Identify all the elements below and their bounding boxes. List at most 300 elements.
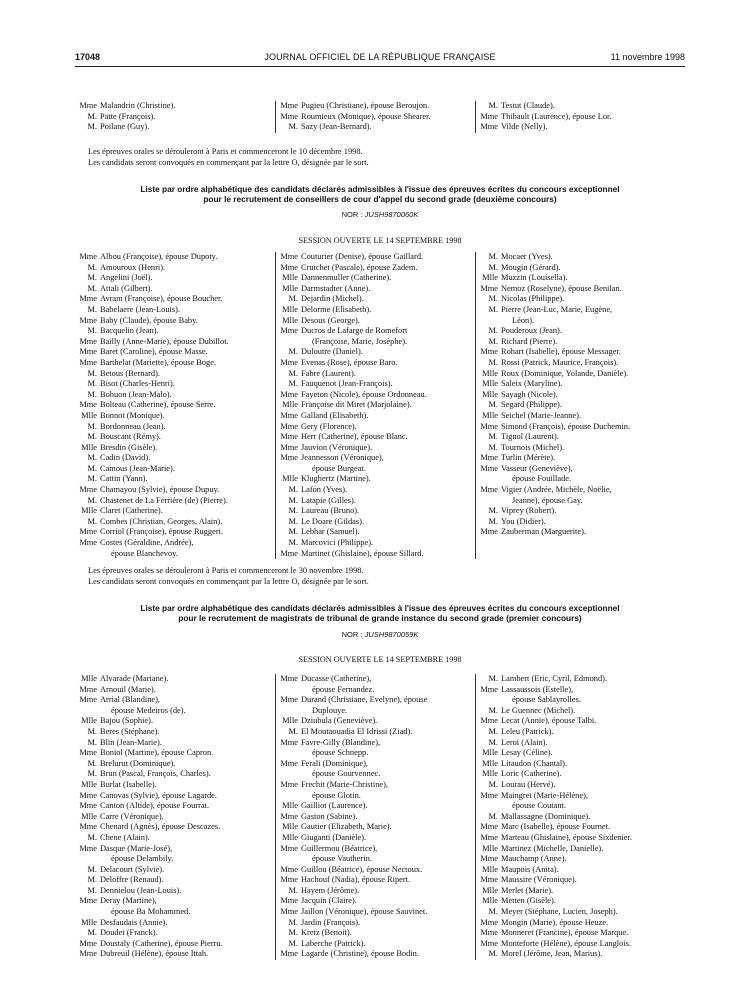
list-item: [480, 506, 681, 517]
session-label: SESSION OUVERTE LE 14 SEPTEMBRE 1998: [298, 655, 462, 664]
candidate-name: Alvarade (Mariane).: [100, 674, 169, 683]
candidate-name: Dejardin (Michel).: [301, 294, 364, 304]
title-abbrev: Mme: [280, 357, 298, 367]
title-abbrev: Mme: [79, 336, 97, 346]
list-item: [480, 443, 681, 454]
exam-note: [88, 565, 369, 587]
candidate-name: Camous (Jean-Marie).: [100, 463, 175, 473]
list-item: [280, 538, 471, 549]
candidate-name: Claret (Catherine).: [100, 506, 163, 516]
list-item: [480, 949, 681, 960]
candidate-name: Dasque (Marie-José),: [100, 843, 173, 853]
title-abbrev: Mme: [79, 527, 97, 537]
list-item: [280, 506, 471, 517]
list-item: [480, 727, 681, 738]
list-item: [79, 485, 271, 496]
title-abbrev: M.: [288, 516, 298, 526]
candidate-name: Monteforte (Hélène), épouse Langlois.: [501, 938, 632, 948]
candidate-name: épouse Fouillade.: [512, 474, 572, 484]
candidate-name: épouse Gourvennec.: [312, 769, 381, 779]
candidate-name: Hayem (Jérôme).: [301, 885, 360, 895]
list-item-continuation: [480, 695, 681, 706]
title-abbrev: M.: [87, 111, 97, 121]
candidate-name: Bailly (Anne-Marie), épouse Dubillot.: [100, 336, 229, 346]
candidate-name: Baby (Claude), épouse Baby.: [100, 315, 198, 325]
list-item: [280, 474, 471, 485]
title-abbrev: Mme: [79, 801, 97, 811]
list-item: [480, 896, 681, 907]
candidate-name: Frechit (Marie-Christine),: [301, 779, 388, 789]
title-abbrev: M.: [288, 347, 298, 357]
title-abbrev: Mme: [480, 790, 498, 800]
candidate-name: Boniol (Martine), épouse Capron.: [100, 748, 214, 758]
list-item: [79, 496, 271, 507]
candidate-name: Laberche (Patrick).: [301, 938, 366, 948]
candidate-columns: [75, 252, 685, 559]
list-item: [79, 400, 271, 411]
title-abbrev: Mme: [79, 843, 97, 853]
candidate-name: Loric (Catherine).: [501, 769, 562, 779]
title-abbrev: Mme: [480, 463, 498, 473]
list-item: [79, 791, 271, 802]
title-abbrev: Mme: [480, 832, 498, 842]
candidate-name: Lebhar (Samuel).: [301, 527, 360, 537]
title-abbrev: M.: [488, 294, 498, 304]
list-item: [79, 822, 271, 833]
list-item: [480, 759, 681, 770]
title-abbrev: Mlle: [81, 506, 97, 516]
candidate-name: Herr (Catherine), épouse Blanc.: [301, 432, 408, 442]
title-abbrev: Mme: [79, 485, 97, 495]
title-abbrev: M.: [87, 432, 97, 442]
title-abbrev: M.: [488, 705, 498, 715]
list-item: [79, 422, 271, 433]
candidate-name: Baret (Caroline), épouse Masse.: [100, 347, 208, 357]
title-abbrev: Mme: [280, 101, 298, 110]
title-abbrev: Mme: [280, 111, 298, 121]
title-abbrev: Mme: [79, 538, 97, 548]
title-abbrev: Mme: [480, 716, 498, 726]
title-abbrev: Mme: [280, 896, 298, 906]
title-abbrev: Mlle: [282, 400, 298, 410]
candidate-name: Canovas (Sylvie), épouse Lagarde.: [100, 790, 217, 800]
list-item: [480, 485, 681, 496]
title-abbrev: Mme: [480, 111, 498, 121]
title-abbrev: Mlle: [81, 410, 97, 420]
candidate-name: Fauquenot (Jean-François).: [301, 379, 393, 389]
exam-note: [88, 146, 369, 168]
title-abbrev: Mlle: [282, 801, 298, 811]
nor-label: NOR :: [341, 210, 363, 219]
candidate-name: Galland (Elisabeth).: [301, 410, 369, 420]
list-item: [280, 928, 471, 939]
list-item: [280, 326, 471, 337]
page-header: [75, 52, 685, 66]
section-title-line: Liste par ordre alphabétique des candidats déclarés admissibles à l'issue des épreuves écrites du concours exceptionnel: [140, 184, 620, 194]
title-abbrev: M.: [288, 485, 298, 495]
candidate-name: Delorme (Elisabeth).: [301, 304, 372, 314]
title-abbrev: M.: [488, 506, 498, 516]
list-item: [79, 284, 271, 295]
title-abbrev: M.: [87, 875, 97, 885]
list-item: [79, 506, 271, 517]
list-item: [280, 674, 471, 685]
candidate-name: Bordonneau (Jean).: [100, 421, 166, 431]
candidate-name: Angelini (Joël).: [100, 273, 153, 283]
candidate-name: Marc (Isabelle), épouse Fournet.: [501, 822, 611, 832]
title-abbrev: Mme: [480, 875, 498, 885]
candidate-name: Arrial (Blandine),: [100, 695, 160, 705]
title-abbrev: M.: [488, 674, 498, 683]
list-item: [480, 305, 681, 316]
title-abbrev: M.: [87, 832, 97, 842]
candidate-name: Blin (Jean-Marie).: [100, 737, 162, 747]
list-item: [79, 347, 271, 358]
candidate-name: Couturier (Denise), épouse Gaillard.: [301, 252, 424, 261]
list-column: [275, 252, 475, 559]
list-item: [280, 122, 471, 133]
list-item: [79, 273, 271, 284]
list-item: [79, 875, 271, 886]
list-item: [280, 812, 471, 823]
list-item: [480, 464, 681, 475]
title-abbrev: Mme: [79, 252, 97, 261]
list-item: [480, 854, 681, 865]
list-item: [480, 928, 681, 939]
candidate-name: Lesay (Céline).: [501, 748, 553, 758]
list-item: [280, 379, 471, 390]
title-abbrev: Mme: [79, 695, 97, 705]
list-item: [480, 101, 681, 112]
title-abbrev: Mme: [280, 843, 298, 853]
journal-title: JOURNAL OFFICIEL DE LA RÉPUBLIQUE FRANÇAISE: [264, 52, 496, 62]
title-abbrev: M.: [87, 379, 97, 389]
candidate-name: Morel (Jérôme, Jean, Marius).: [501, 949, 603, 959]
candidate-name: Amouroux (Henri).: [100, 262, 166, 272]
candidate-name: Duplouye.: [312, 705, 348, 715]
candidate-name: Gaston (Sabine).: [301, 811, 358, 821]
candidate-name: (Françoise, Marie, Josèphe).: [312, 336, 408, 346]
title-abbrev: Mme: [79, 101, 97, 110]
list-item: [480, 748, 681, 759]
title-abbrev: Mme: [79, 949, 97, 959]
title-abbrev: Mme: [280, 737, 298, 747]
title-abbrev: Mlle: [282, 283, 298, 293]
title-abbrev: Mme: [280, 410, 298, 420]
candidate-name: Doustaly (Catherine), épouse Pierru.: [100, 938, 223, 948]
list-item: [480, 769, 681, 780]
note-line: Les épreuves orales se dérouleront à Paris et commenceront le 30 novembre 1998.: [88, 566, 364, 575]
candidate-name: Darmstadter (Anne).: [301, 283, 371, 293]
list-column: [475, 101, 685, 133]
section-title: [75, 603, 685, 623]
title-abbrev: Mlle: [482, 748, 498, 758]
title-abbrev: M.: [87, 262, 97, 272]
candidate-name: Sazy (Jean-Bernard).: [301, 122, 372, 132]
candidate-name: Dubreuil (Hélène), épouse Ittah.: [100, 949, 209, 959]
candidate-name: Richard (Pierre).: [501, 336, 558, 346]
title-abbrev: Mme: [480, 283, 498, 293]
candidate-name: Muzzin (Louisella).: [501, 273, 568, 283]
candidate-name: Jeannesson (Véronique),: [301, 453, 384, 463]
title-abbrev: Mme: [480, 917, 498, 927]
title-abbrev: Mlle: [482, 389, 498, 399]
candidate-name: Léon).: [512, 315, 535, 325]
list-item: [480, 939, 681, 950]
list-item: [79, 443, 271, 454]
candidate-name: Chenard (Agnès), épouse Descazes.: [100, 822, 221, 832]
title-abbrev: M.: [87, 453, 97, 463]
candidate-name: Albou (Françoise), épouse Dupoty.: [100, 252, 218, 261]
list-item: [480, 273, 681, 284]
candidate-name: Lecat (Annie), épouse Talbi.: [501, 716, 597, 726]
list-item: [79, 453, 271, 464]
candidate-name: Maupois (Anita).: [501, 864, 559, 874]
list-item: [79, 674, 271, 685]
candidate-name: Kretz (Benoit).: [301, 928, 352, 938]
title-abbrev: M.: [87, 389, 97, 399]
candidate-name: Chene (Alain).: [100, 832, 150, 842]
list-column: [275, 101, 475, 133]
candidate-name: Rossi (Patrick, Maurice, François).: [501, 357, 619, 367]
list-item: [79, 695, 271, 706]
list-item: [480, 716, 681, 727]
list-item: [280, 305, 471, 316]
list-item: [480, 284, 681, 295]
candidate-name: Rohart (Isabelle), épouse Messager.: [501, 347, 621, 357]
candidate-name: Tignol (Laurent).: [501, 432, 559, 442]
list-item: [280, 112, 471, 123]
candidate-name: Doudet (Franck).: [100, 928, 158, 938]
candidate-name: El Moutaouadia El Idrissi (Ziad).: [301, 726, 413, 736]
title-abbrev: M.: [87, 463, 97, 473]
list-item-continuation: [79, 706, 271, 717]
title-abbrev: Mme: [280, 326, 298, 336]
list-item: [480, 833, 681, 844]
list-column: [275, 674, 475, 960]
list-item: [480, 527, 681, 538]
title-abbrev: Mlle: [482, 410, 498, 420]
list-item: [79, 727, 271, 738]
title-abbrev: M.: [87, 273, 97, 283]
candidate-name: Barthelat (Mariette), épouse Boge.: [100, 357, 217, 367]
list-item: [480, 252, 681, 263]
title-abbrev: M.: [288, 938, 298, 948]
title-abbrev: M.: [488, 252, 498, 261]
list-item: [480, 875, 681, 886]
title-abbrev: M.: [488, 400, 498, 410]
list-item: [79, 738, 271, 749]
title-abbrev: M.: [488, 262, 498, 272]
candidate-name: Roumieux (Monique), épouse Shearer.: [301, 111, 431, 121]
candidate-name: Brun (Pascal, François, Charles).: [100, 769, 211, 779]
title-abbrev: Mme: [480, 485, 498, 495]
candidate-name: Jeanne), épouse Gay.: [512, 495, 583, 505]
title-abbrev: M.: [288, 506, 298, 516]
candidate-name: You (Didier).: [501, 516, 546, 526]
list-item: [79, 369, 271, 380]
list-item: [79, 337, 271, 348]
list-item: [280, 443, 471, 454]
list-item-continuation: [480, 801, 681, 812]
title-abbrev: M.: [87, 304, 97, 314]
list-item: [480, 411, 681, 422]
list-item: [480, 706, 681, 717]
title-abbrev: Mme: [79, 896, 97, 906]
candidate-name: Bacquelin (Jean).: [100, 326, 159, 336]
candidate-name: Jardin (François).: [301, 917, 361, 927]
title-abbrev: Mlle: [482, 273, 498, 283]
list-item: [480, 907, 681, 918]
list-item: [79, 112, 271, 123]
candidate-name: Bonnot (Monique).: [100, 410, 165, 420]
title-abbrev: Mme: [79, 315, 97, 325]
header-rule: [75, 66, 685, 67]
candidate-name: Saleix (Maryline).: [501, 379, 563, 389]
list-item: [480, 422, 681, 433]
candidate-name: épouse Blanchevoy.: [111, 548, 178, 558]
list-item: [79, 918, 271, 929]
candidate-name: Desfaudais (Annie).: [100, 917, 168, 927]
title-abbrev: Mlle: [282, 304, 298, 314]
candidate-name: Meyer (Stéphane, Lucien, Joseph).: [501, 907, 618, 917]
list-item: [280, 780, 471, 791]
title-abbrev: M.: [87, 726, 97, 736]
list-item-continuation: [79, 907, 271, 918]
list-item: [280, 252, 471, 263]
candidate-name: Merlet (Marie).: [501, 885, 554, 895]
list-item: [480, 263, 681, 274]
title-abbrev: Mme: [280, 758, 298, 768]
candidate-name: Desous (George).: [301, 315, 360, 325]
list-item: [280, 875, 471, 886]
candidate-name: Gautier (Elizabeth, Marie).: [301, 822, 392, 832]
list-column: [475, 674, 685, 960]
candidate-name: Bolteau (Catherine), épouse Serre.: [100, 400, 216, 410]
title-abbrev: Mme: [79, 400, 97, 410]
title-abbrev: M.: [87, 326, 97, 336]
candidate-name: Crutchet (Pascale), épouse Zadem.: [301, 262, 418, 272]
candidate-name: Marteau (Ghislaine), épouse Sixdenier.: [501, 832, 632, 842]
candidate-name: Favre-Gilly (Blandine),: [301, 737, 381, 747]
list-item: [79, 780, 271, 791]
list-item-continuation: [79, 549, 271, 560]
title-abbrev: M.: [288, 885, 298, 895]
list-item: [280, 390, 471, 401]
list-item-continuation: [480, 316, 681, 327]
candidate-name: épouse Coutant.: [512, 801, 566, 811]
candidate-name: Mauchamp (Anne).: [501, 854, 567, 864]
title-abbrev: M.: [288, 495, 298, 505]
list-item: [79, 464, 271, 475]
candidate-name: Arnouil (Marie).: [100, 684, 156, 694]
title-abbrev: Mme: [280, 695, 298, 705]
title-abbrev: Mme: [280, 779, 298, 789]
list-item: [480, 400, 681, 411]
list-item: [280, 422, 471, 433]
candidate-name: épouse Burgeat.: [312, 463, 366, 473]
candidate-name: Le Doare (Gildas).: [301, 516, 365, 526]
candidate-name: Bajou (Sophie).: [100, 716, 154, 726]
title-abbrev: Mlle: [282, 822, 298, 832]
candidate-name: Corriol (Françoise), épouse Ruggeri.: [100, 527, 224, 537]
candidate-name: épouse Ba Mohammed.: [111, 907, 191, 917]
candidate-name: Fayeton (Nicole), épouse Ordonneau.: [301, 389, 427, 399]
list-column: [75, 101, 275, 133]
candidate-name: épouse Medeiros (de).: [111, 705, 186, 715]
list-item: [280, 284, 471, 295]
list-item: [280, 801, 471, 812]
list-item: [280, 358, 471, 369]
list-item: [280, 316, 471, 327]
candidate-name: Leroi (Alain).: [501, 737, 548, 747]
list-item: [480, 369, 681, 380]
title-abbrev: Mlle: [482, 758, 498, 768]
title-abbrev: M.: [488, 432, 498, 442]
candidate-name: Poilane (Guy).: [100, 122, 150, 132]
title-abbrev: M.: [288, 368, 298, 378]
list-item: [480, 812, 681, 823]
title-abbrev: Mme: [280, 811, 298, 821]
candidate-name: Delacourt (Sylvie).: [100, 864, 165, 874]
list-item: [79, 865, 271, 876]
title-abbrev: Mme: [480, 938, 498, 948]
list-item-continuation: [280, 337, 471, 348]
note-line: Les candidats seront convoqués en commençant par la lettre O, désignée par le sort.: [88, 577, 369, 586]
list-item-continuation: [79, 854, 271, 865]
candidate-name: épouse Glotin.: [312, 790, 361, 800]
list-item: [480, 390, 681, 401]
candidate-name: Laureau (Bruno).: [301, 506, 360, 516]
candidate-name: Avram (Françoise), épouse Boucher.: [100, 294, 223, 304]
title-abbrev: Mme: [480, 822, 498, 832]
list-item: [280, 907, 471, 918]
candidate-name: Combes (Christian, Georges, Alain).: [100, 516, 223, 526]
title-abbrev: M.: [87, 885, 97, 895]
list-item: [79, 527, 271, 538]
candidate-name: Ferali (Dominique),: [301, 758, 368, 768]
candidate-name: Dziubula (Geneviève).: [301, 716, 378, 726]
list-item: [480, 822, 681, 833]
title-abbrev: M.: [488, 949, 498, 959]
previous-list-columns: [75, 101, 685, 133]
title-abbrev: M.: [87, 474, 97, 484]
candidate-name: Pugieu (Christiane), épouse Beroujon.: [301, 101, 430, 110]
candidate-name: Babelaere (Jean-Louis).: [100, 304, 180, 314]
list-item: [79, 316, 271, 327]
title-abbrev: Mlle: [282, 315, 298, 325]
title-abbrev: Mme: [79, 294, 97, 304]
candidate-name: Lambert (Eric, Cyril, Edmond).: [501, 674, 608, 683]
list-item: [280, 695, 471, 706]
title-abbrev: M.: [87, 283, 97, 293]
candidate-name: Brelurut (Dominique).: [100, 758, 176, 768]
list-item: [280, 273, 471, 284]
list-item: [280, 759, 471, 770]
title-abbrev: Mme: [280, 432, 298, 442]
list-item: [79, 896, 271, 907]
title-abbrev: Mlle: [482, 843, 498, 853]
candidate-name: Bresdin (Gisèle).: [100, 442, 158, 452]
candidate-name: Martinez (Michelle, Danielle).: [501, 843, 604, 853]
list-item: [280, 886, 471, 897]
title-abbrev: Mme: [480, 928, 498, 938]
list-item: [480, 347, 681, 358]
title-abbrev: M.: [488, 304, 498, 314]
candidate-name: Duloutre (Daniel).: [301, 347, 363, 357]
title-abbrev: Mme: [280, 262, 298, 272]
candidate-name: Seichel (Marie-Jeanne).: [501, 410, 581, 420]
